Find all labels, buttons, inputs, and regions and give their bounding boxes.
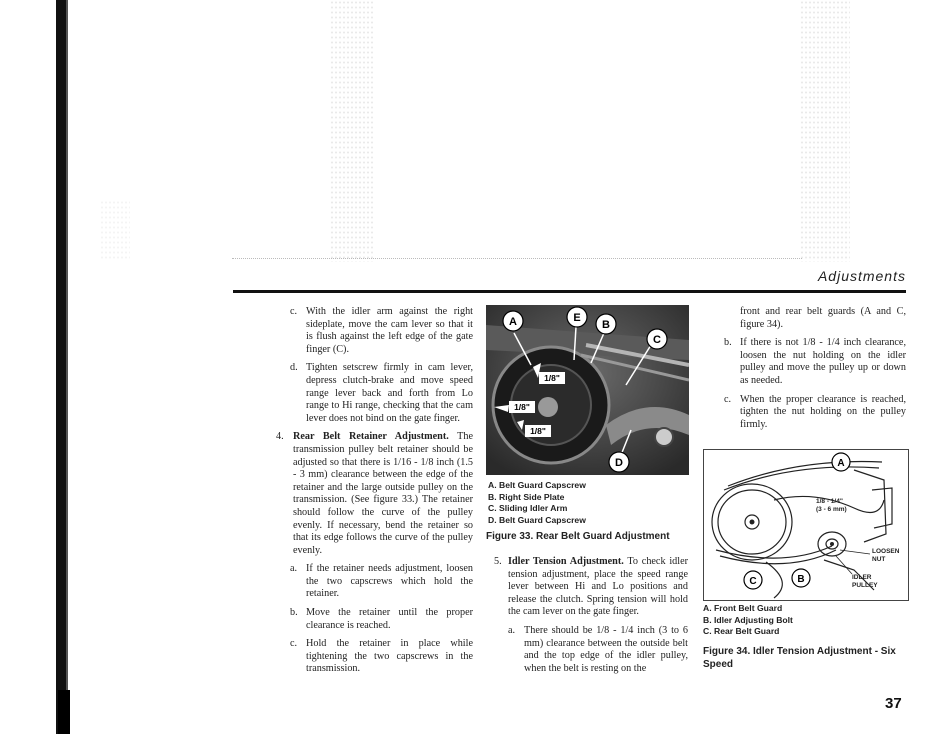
step-text: If the retainer needs adjustment, loosen the two capscrews which hold the retainer. bbox=[306, 563, 473, 600]
item-5 bbox=[494, 556, 688, 619]
idler-pulley-label: PULLEY bbox=[852, 582, 878, 589]
item-text: The transmission pulley belt retainer should be adjusted so that there is 1/16 - 1/8 inch (1.5 - 3 mm) clearance between the edge of the retainer and the large outside pulley on the transmission. (See figure 33.) The retainer should follow the curve of the pulley evenly. If necessary, bend the retainer so that its edge follows the curve of the pulley evenly. bbox=[293, 431, 473, 556]
step-text: If there is not 1/8 - 1/4 inch clearance, loosen the nut holding on the idler pulley and move the pulley up or down as needed. bbox=[740, 337, 906, 386]
step-marker: c. bbox=[290, 306, 298, 317]
dimension-label: 1/8" bbox=[514, 402, 530, 412]
idler-pulley-label: IDLER bbox=[852, 574, 872, 581]
substep-a bbox=[508, 625, 688, 675]
item-heading: Idler Tension Adjustment. bbox=[508, 556, 624, 567]
figure-34-caption: Figure 34. Idler Tension Adjustment - Six Speed bbox=[703, 646, 896, 670]
legend-item: B. Right Side Plate bbox=[488, 491, 565, 502]
step-marker: b. bbox=[724, 337, 732, 349]
step-text: front and rear belt guards (A and C, figure 34). bbox=[740, 306, 906, 330]
idler-pulley-line-drawing bbox=[704, 450, 908, 600]
dimension-label: 1/8 - 1/4" bbox=[816, 498, 843, 505]
item-heading: Rear Belt Retainer Adjustment. bbox=[293, 431, 449, 443]
dimension-metric-label: (3 - 6 mm) bbox=[816, 506, 847, 513]
binding-edge-shadow bbox=[66, 0, 68, 734]
step-marker: d. bbox=[290, 362, 298, 374]
step-text: With the idler arm against the right sideplate, move the cam lever so that it is flush against the left edge of the gate finger (C). bbox=[306, 306, 473, 355]
callout-c bbox=[647, 329, 667, 349]
item-4 bbox=[276, 431, 473, 557]
svg-text:A: A bbox=[837, 458, 845, 469]
substep-b bbox=[290, 607, 473, 632]
svg-text:C: C bbox=[653, 334, 661, 346]
bleed-through-texture bbox=[330, 0, 375, 262]
callout-a bbox=[503, 311, 523, 331]
step-text: There should be 1/8 - 1/4 inch (3 to 6 mm) clearance between the outside belt and the top edge of the idler pulley, when the belt is resting on the bbox=[524, 624, 688, 674]
figure-33-caption: Figure 33. Rear Belt Guard Adjustment bbox=[486, 531, 670, 542]
step-text: Move the retainer until the proper clearance is reached. bbox=[306, 607, 473, 631]
leader-line bbox=[840, 550, 870, 554]
binding-edge bbox=[56, 0, 66, 734]
continued-text bbox=[724, 306, 906, 331]
left-text-column bbox=[276, 306, 473, 682]
right-text-column bbox=[724, 306, 906, 437]
legend-item: A. Belt Guard Capscrew bbox=[488, 480, 586, 490]
figure-34-drawing bbox=[703, 449, 909, 601]
step-d bbox=[290, 362, 473, 425]
dimension-label: 1/8" bbox=[544, 373, 560, 383]
legend-item: D. Belt Guard Capscrew bbox=[488, 514, 586, 525]
substep-c bbox=[724, 394, 906, 432]
svg-text:B: B bbox=[602, 319, 610, 331]
legend-item: B. Idler Adjusting Bolt bbox=[703, 614, 793, 625]
dimension-label: 1/8" bbox=[530, 426, 546, 436]
callout-d bbox=[609, 452, 629, 472]
step-text: Hold the retainer in place while tightening the two capscrews in the transmission. bbox=[306, 638, 473, 675]
item-text: To check idler tension adjustment, place the speed range lever between Hi and Lo positions and release the clutch. Spring tension will hold the cam lever on the gate finger. bbox=[508, 556, 688, 618]
svg-text:B: B bbox=[797, 574, 805, 585]
substep-c bbox=[290, 638, 473, 676]
step-marker: a. bbox=[508, 624, 516, 636]
legend-item: A. Front Belt Guard bbox=[703, 603, 783, 613]
figure-33-legend bbox=[488, 480, 688, 526]
loosen-nut-label: LOOSEN bbox=[872, 548, 900, 555]
bleed-through-line bbox=[232, 258, 802, 259]
svg-text:A: A bbox=[509, 316, 517, 328]
substep-a bbox=[290, 563, 473, 601]
substep-b bbox=[724, 337, 906, 387]
bleed-through-texture bbox=[100, 200, 130, 260]
figure-33-photo bbox=[486, 305, 689, 475]
section-title: Adjustments bbox=[817, 268, 906, 284]
legend-item: C. Rear Belt Guard bbox=[703, 626, 780, 637]
item-number: 5. bbox=[494, 556, 502, 567]
callout-e bbox=[567, 307, 587, 327]
callout-c bbox=[744, 571, 762, 589]
item-number: 4. bbox=[276, 431, 284, 443]
header-rule bbox=[233, 290, 906, 293]
step-marker: c. bbox=[724, 393, 732, 405]
step-marker: c. bbox=[290, 638, 298, 650]
step-marker: a. bbox=[290, 563, 298, 575]
step-text: Tighten setscrew firmly in cam lever, depress clutch-brake and move speed range lever back and forth from Lo range to Hi range, checking that the cam lever does not bind on the gate finger. bbox=[306, 362, 473, 424]
step-text: When the proper clearance is reached, tighten the nut holding on the pulley firmly. bbox=[740, 393, 906, 430]
callout-b bbox=[792, 569, 810, 587]
middle-text-column bbox=[494, 556, 688, 681]
bleed-through-texture bbox=[800, 0, 850, 262]
callout-a bbox=[832, 453, 850, 471]
svg-text:C: C bbox=[749, 576, 757, 587]
svg-text:D: D bbox=[615, 457, 623, 469]
loosen-nut-label: NUT bbox=[872, 556, 886, 563]
callout-b bbox=[596, 314, 616, 334]
step-c bbox=[290, 306, 473, 356]
belt-guard-photo-illustration bbox=[486, 305, 689, 475]
figure-34-legend bbox=[703, 603, 907, 638]
legend-item: C. Sliding Idler Arm bbox=[488, 503, 568, 514]
svg-text:E: E bbox=[573, 312, 581, 324]
binding-edge-foot bbox=[58, 690, 70, 734]
step-marker: b. bbox=[290, 607, 298, 619]
page-number: 37 bbox=[885, 695, 902, 712]
